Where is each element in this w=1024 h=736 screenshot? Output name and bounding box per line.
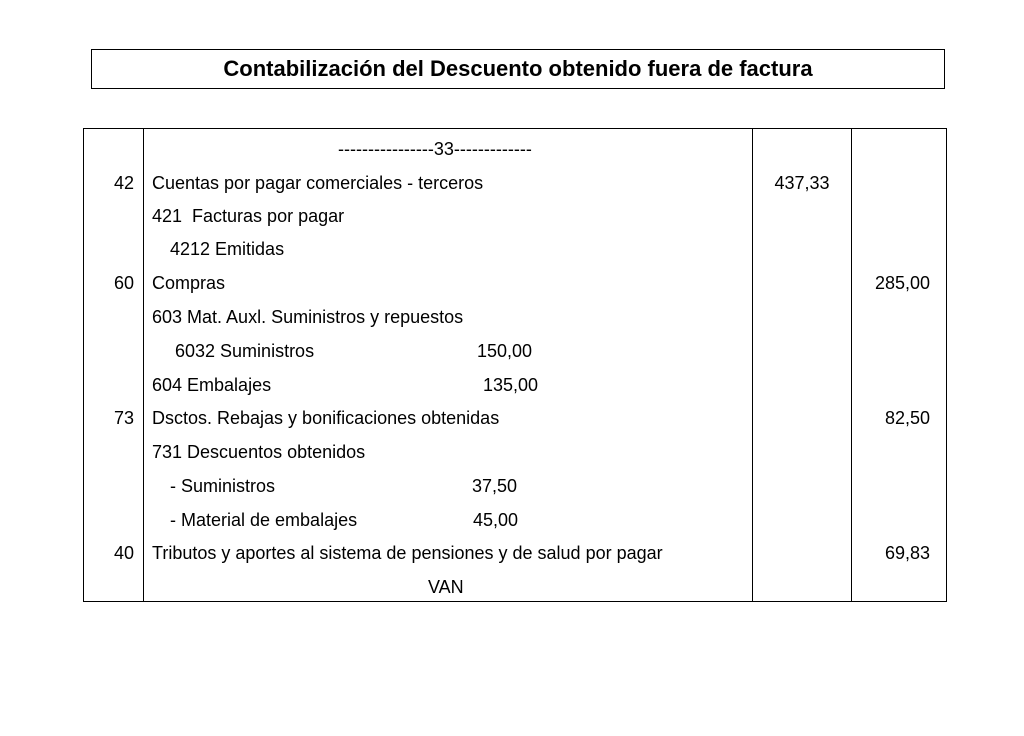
table-row xyxy=(84,503,946,537)
table-row xyxy=(84,401,946,435)
credit-amount: 285,00 xyxy=(874,273,930,293)
account-code: 73 xyxy=(113,408,134,428)
entry-footer-row xyxy=(84,570,946,604)
account-description: 4212 Emitidas xyxy=(170,239,285,259)
account-code: 40 xyxy=(113,543,134,563)
subaccount-amount: 37,50 xyxy=(472,476,518,496)
account-description: Cuentas por pagar comerciales - terceros xyxy=(152,173,484,193)
subaccount-amount: 150,00 xyxy=(477,341,533,361)
title-box xyxy=(91,49,945,89)
credit-amount: 69,83 xyxy=(884,543,930,563)
account-description: Tributos y aportes al sistema de pensiones y de salud por pagar xyxy=(152,543,663,563)
account-description: Compras xyxy=(152,273,226,293)
debit-amount: 437,33 xyxy=(774,173,830,193)
account-code: 60 xyxy=(113,273,134,293)
entry-header-row xyxy=(84,132,946,166)
journal-entry-table xyxy=(83,128,947,602)
account-description: 604 Embalajes xyxy=(152,375,272,395)
table-row xyxy=(84,435,946,469)
table-row xyxy=(84,166,946,200)
account-description: 731 Descuentos obtenidos xyxy=(152,442,366,462)
page-title: Contabilización del Descuento obtenido fuera de factura xyxy=(223,56,813,81)
account-code: 42 xyxy=(113,173,134,193)
account-description: 421 Facturas por pagar xyxy=(152,206,345,226)
table-row xyxy=(84,469,946,503)
entry-number-header: ----------------33------------- xyxy=(338,139,532,159)
subaccount-amount: 45,00 xyxy=(473,510,519,530)
table-row xyxy=(84,368,946,402)
account-description: - Suministros xyxy=(170,476,276,496)
table-row xyxy=(84,300,946,334)
table-row xyxy=(84,232,946,266)
subaccount-amount: 135,00 xyxy=(483,375,539,395)
credit-amount: 82,50 xyxy=(884,408,930,428)
account-description: 6032 Suministros xyxy=(175,341,315,361)
table-row xyxy=(84,334,946,368)
account-description: 603 Mat. Auxl. Suministros y repuestos xyxy=(152,307,464,327)
table-row xyxy=(84,199,946,233)
account-description: Dsctos. Rebajas y bonificaciones obtenidas xyxy=(152,408,500,428)
table-row xyxy=(84,266,946,300)
account-description: - Material de embalajes xyxy=(170,510,358,530)
carry-forward-label: VAN xyxy=(428,577,464,597)
table-row xyxy=(84,536,946,570)
